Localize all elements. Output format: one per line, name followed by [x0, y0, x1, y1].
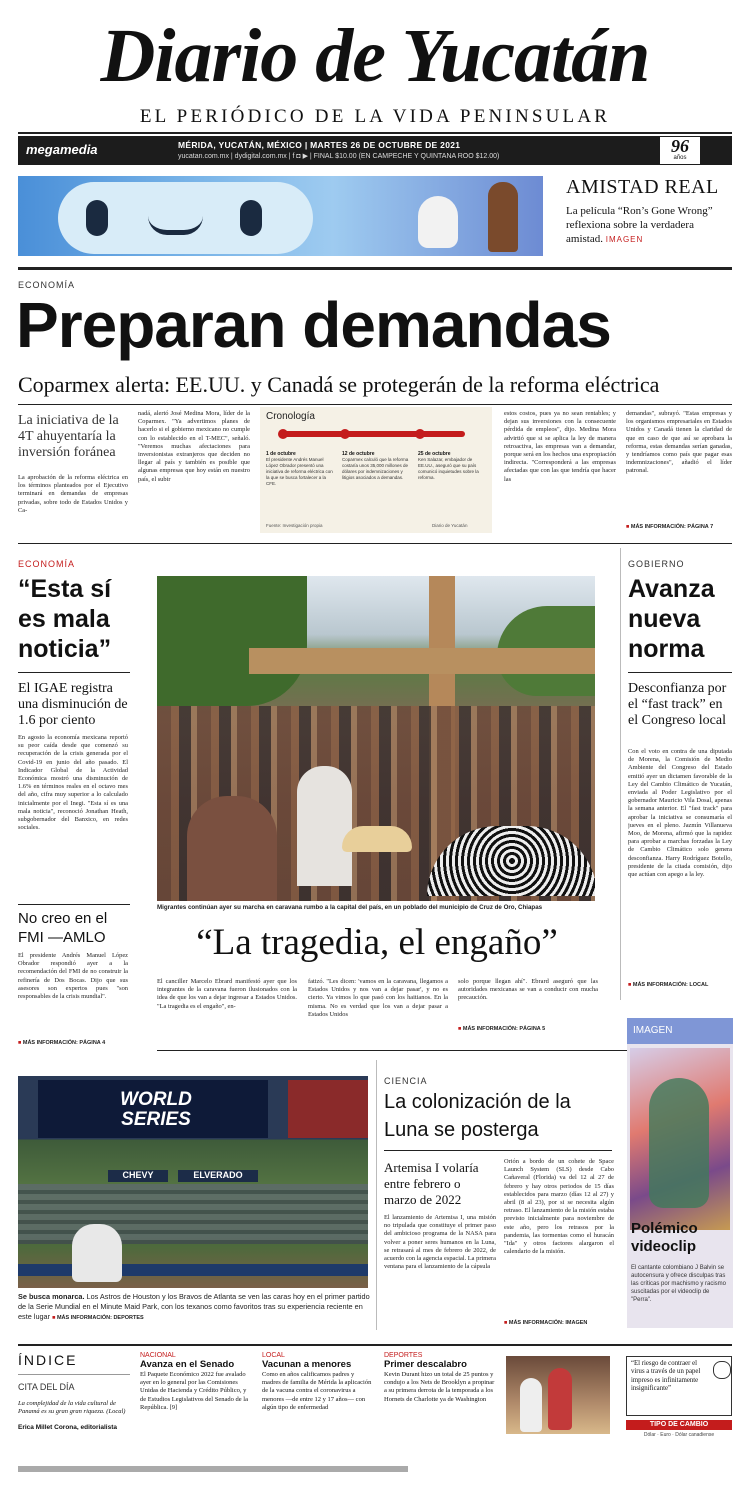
chronology-box — [260, 407, 492, 533]
left-quote[interactable]: “Esta sí es mala noticia” — [18, 575, 112, 663]
quote-label: CITA DEL DÍA — [18, 1382, 75, 1392]
tree-line — [157, 576, 307, 706]
index-title: ÍNDICE — [18, 1352, 78, 1368]
robot-eye-left — [86, 200, 108, 236]
masthead-dateline: MÉRIDA, YUCATÁN, MÉXICO | MARTES 26 DE OCTUBRE DE 2021 — [178, 140, 461, 150]
index-item-text: Como en años calificamos padres y madres de familia de Mérida la aplicación de la vacuna contra el coronavirus a menores —de entre 12 y 17 años— con algún tipo de enfermedad — [262, 1371, 372, 1411]
index-item-section: LOCAL — [262, 1352, 285, 1359]
science-headline[interactable]: La colonización de la Luna se posterga — [384, 1091, 571, 1141]
index-item-section: NACIONAL — [140, 1352, 176, 1359]
science-col1: El lanzamiento de Artemisa I, una misión no tripulada que constituye el primer paso del ambicioso programa de la NASA para volver a poner seres humanos en la Luna, se retrasará al mes de febrero de 2022, de acuerdo con la agencia espacial. La primera ventana para el lanzamiento de la cápsula — [384, 1214, 496, 1271]
center-headline[interactable]: “La tragedia, el engaño” — [196, 922, 558, 963]
lead-col1: La aprobación de la reforma eléctrica en los términos planteados por el Ejecutivo terminará en demandas de empresas privadas, sobre todo de Estados Unidos y Ca- — [18, 474, 128, 514]
left-rule-1 — [18, 672, 130, 673]
center-col1: El canciller Marcelo Ebrard manifestó ayer que los integrantes de la caravana fueron ilusionados con la idea de que los van a dejar ingresar a Estados Unidos. "La tragedia es el engaño", en- — [157, 978, 297, 1010]
chronology-event-label: 12 de octubre — [342, 451, 375, 457]
chronology-title: Cronología — [266, 411, 315, 422]
index-rule — [18, 1344, 732, 1346]
left-subhead: El IGAE registra una disminución de 1.6 por ciento — [18, 681, 128, 728]
chronology-event-text: Coparmex calculó que la reforma costaría unos 35,000 millones de dólares por indemnizaciones y litigios asociados a demandas. — [342, 457, 409, 480]
scoreboard — [288, 1080, 368, 1138]
sign-chevy: CHEVY — [108, 1170, 168, 1182]
caravan-photo[interactable] — [157, 576, 595, 901]
index-title-rule — [18, 1374, 130, 1375]
chronology-bar — [280, 431, 465, 437]
science-rule — [384, 1150, 612, 1151]
lead-more-info[interactable]: ■ MÁS INFORMACIÓN: PÁGINA 7 — [626, 524, 713, 530]
index-item-nacional[interactable] — [140, 1352, 252, 1412]
sports-more-info[interactable]: ■ MÁS INFORMACIÓN: DEPORTES — [52, 1315, 144, 1321]
right-headline[interactable]: Avanza nueva norma — [628, 575, 715, 663]
promo-tag[interactable]: IMAGEN — [605, 235, 644, 244]
straw-hat — [342, 826, 412, 852]
imagen-body: El cantante colombiano J Balvin se autocensura y ofrece disculpas tras las críticas por machismo y racismo suscitadas por el videoclip de "Perra". — [631, 1265, 727, 1303]
health-ad-icon — [713, 1361, 731, 1379]
basketball-photo[interactable] — [506, 1356, 610, 1434]
index-item-text: El Paquete Económico 2022 fue avalado ayer en lo general por las Comisiones Unidas de Hacienda y Crédito Público, y de Estudios Legislativos del Senado de la República. [9] — [140, 1371, 248, 1411]
world-series-text: WORLD SERIES — [120, 1089, 192, 1130]
lead-col2: nadá, alertó José Medina Mora, líder de la Coparmex. "Ya advertimos planes de hacerlo si el gobierno mexicano no cumple con lo establecido en el T-MEC", señaló. "Veremos muchas afectaciones para inversionistas extranjeros que deciden no llegar al país y también es posible que algunas empresas que hoy están en nuestro país, el subir — [138, 410, 250, 483]
lead-col4: demandas", subrayó. "Estas empresas y los organismos empresariales en Estados Unidos y Canadá tienen la claridad de que en caso de que así se aprobara la reforma, estas demandas serían ganadas, y tendríamos como país que pagar esas indemnizaciones", añadió el líder patronal. — [626, 410, 732, 475]
center-col2: fatizó. "Les dicen: 'vamos en la caravana, llegamos a Estados Unidos y nos van a dejar pasar', y no es cierto. Ya vimos lo que pasó con los haitianos. En la misma. No es verdad que los van a dejar pasar a Estados Unidos — [308, 978, 448, 1018]
chronology-event-text: El presidente Andrés Manuel López Obrador presentó una iniciativa de reforma eléctrica con la que se busca fortalecer a la CFE. — [266, 457, 333, 486]
sports-caption-lead: Se busca monarca. — [18, 1292, 85, 1301]
left-more-info[interactable]: ■ MÁS INFORMACIÓN: PÁGINA 4 — [18, 1040, 105, 1046]
right-more-info[interactable]: ■ MÁS INFORMACIÓN: LOCAL — [628, 982, 708, 988]
masthead-rule — [18, 132, 732, 134]
edition-number: 96 — [671, 136, 689, 156]
chronology-event-text: Ken Salazar, embajador de EE.UU., aseguró que su país comunicó inquietudes sobre la reforma. — [418, 457, 479, 480]
center-more-info[interactable]: ■ MÁS INFORMACIÓN: PÁGINA 5 — [458, 1026, 545, 1032]
imagen-headline: Polémico videoclip — [631, 1220, 698, 1255]
promo-photo[interactable] — [18, 176, 543, 256]
index-item-text: Kevin Durant hizo un total de 25 puntos y condujo a los Nets de Brooklyn a propinar a su primera derrota de la temporada a los Hornets de Charlotte ya de Washington — [384, 1371, 495, 1403]
chronology-credit: Diario de Yucatán — [432, 523, 468, 528]
robot-eye-right — [240, 200, 262, 236]
player — [72, 1224, 122, 1282]
megamedia-logo[interactable]: megamedia — [26, 142, 98, 157]
small-robot — [418, 196, 458, 248]
world-series-photo[interactable] — [18, 1076, 368, 1288]
promo-title: AMISTAD REAL — [566, 176, 719, 198]
science-more-info[interactable]: ■ MÁS INFORMACIÓN: IMAGEN — [504, 1320, 587, 1326]
lead-bottom-rule — [18, 543, 732, 544]
exchange-label[interactable]: TIPO DE CAMBIO — [626, 1420, 732, 1430]
caravan-caption: Migrantes continúan ayer su marcha en caravana rumbo a la capital del país, en un poblado del municipio de Cruz de Oro, Chiapas — [157, 904, 543, 911]
left-section: ECONOMÍA — [18, 559, 76, 569]
lead-deck: La iniciativa de la 4T ahuyentaría la inversión foránea — [18, 413, 119, 460]
edition-label: años — [673, 155, 687, 161]
migrant-man — [187, 796, 277, 901]
lead-headline[interactable]: Preparan demandas — [16, 289, 611, 361]
index-item-headline: Vacunan a menores — [262, 1359, 352, 1370]
imagen-label: IMAGEN — [627, 1018, 733, 1044]
chronology-event-2 — [342, 451, 410, 481]
index-item-headline: Avanza en el Senado — [140, 1359, 235, 1370]
sign-elverado: ELVERADO — [178, 1170, 258, 1182]
footer-bar — [18, 1466, 408, 1472]
right-section: GOBIERNO — [628, 559, 685, 569]
promo-rule — [18, 267, 732, 270]
migrant-hood — [297, 766, 352, 886]
left-rule-2 — [18, 904, 130, 905]
science-subhead: Artemisa I volaría entre febrero o marzo de 2022 — [384, 1160, 479, 1207]
exchange-sub: Dólar · Euro · Dólar canadiense — [643, 1432, 715, 1438]
health-ad-text: “El riesgo de contraer el virus a través de un papel impreso es infinitamente insignificante” — [631, 1360, 701, 1393]
imagen-figure — [649, 1078, 709, 1208]
right-subhead: Desconfianza por el “fast track” en el Congreso local — [628, 681, 727, 728]
ad-wall — [18, 1264, 368, 1276]
player-white — [520, 1378, 542, 1432]
imagen-box[interactable] — [627, 1018, 733, 1328]
chronology-dot-2 — [340, 429, 350, 439]
world-series-banner — [38, 1080, 268, 1138]
right-rule — [628, 672, 732, 673]
chronology-event-label: 25 de octubre — [418, 451, 451, 457]
masthead-tagline: EL PERIÓDICO DE LA VIDA PENINSULAR — [139, 106, 611, 127]
right-column-rule — [620, 548, 621, 1000]
masthead-web[interactable]: yucatan.com.mx | dydigital.com.mx | f ◘ ▶ | FINAL $10.00 (EN CAMPECHE Y QUINTANA ROO $12.00) — [178, 153, 500, 160]
science-col2: Orión a bordo de un cohete de Space Launch System (SLS) desde Cabo Cañaveral (Florida) va del 12 al 27 de febrero y hay otros periodos de 15 días establecidos para marzo (días 12 al 27) y abril (8 al 23), por si se necesita algún retraso. El lanzamiento de la misión estaba previsto inicialmente para noviembre de este año, pero los retrasos por la pandemia, las tormentas como el huracán "Ida" y otros factores alargaron el calendario de la misión. — [504, 1158, 614, 1256]
left-body2: El presidente Andrés Manuel López Obrador respondió ayer a la recomendación del FMI de no construir la refinería de Dos Bocas. Dijo que sus asesores son expertos pues "son responsables de la crisis mundial". — [18, 952, 128, 1001]
lead-subhead: Coparmex alerta: EE.UU. y Canadá se protegerán de la reforma eléctrica — [18, 372, 660, 397]
chronology-event-1 — [266, 451, 334, 487]
edition-badge — [660, 137, 700, 164]
index-item-headline: Primer descalabro — [384, 1359, 467, 1370]
health-ad[interactable] — [626, 1356, 732, 1416]
chronology-event-label: 1 de octubre — [266, 451, 296, 457]
cross-horizontal — [249, 648, 595, 674]
promo-text — [566, 204, 731, 247]
stands — [18, 1184, 368, 1244]
left-body: En agosto la economía mexicana reportó su peor caída desde que comenzó su recuperación de la crisis generada por el Covid-19 en junio del año pasado. El Indicador Global de la Actividad Económica mostró una disminución de 1.6% en términos reales en el octavo mes del año, cifra muy superior a lo calculado inicialmente por el Inegi. "Esta sí es una mala noticia", reconoció Jonathan Heath, subgobernador del Banxico, en redes sociales. — [18, 734, 128, 832]
right-body: Con el voto en contra de una diputada de Morena, la Comisión de Medio Ambiente del Congreso del Estado emitió ayer un dictamen favorable de la Ley del Cambio Climático de Yucatán, enviada al Poder Legislativo por el gobernador Mauricio Vila Dosal, apenas la semana anterior. El "fast track" para aprobar la iniciativa se consumaría el jueves en el pleno. Jazmín Villanueva Moo, de Morena, afirmó que la rapidez para aprobar a marchas forzadas la Ley de Cambio Climático solo genera desconfianza. Harry Rodríguez Botello, presidente de la citada comisión, dijo que actúan con apego a la ley. — [628, 748, 732, 879]
science-section: CIENCIA — [384, 1076, 428, 1086]
sports-caption-text: Los Astros de Houston y los Bravos de Atlanta se ven las caras hoy en el primer partido de la Serie Mundial en el Minute Maid Park, con los texanos como favoritos tras su experiencia reciente en este lugar — [18, 1292, 370, 1321]
lead-subhead-rule — [18, 404, 732, 405]
masthead-title: Diario de Yucatán — [100, 14, 650, 98]
chronology-source: Fuente: Investigación propia — [266, 523, 323, 528]
quote-text: La complejidad de la vida cultural de Panamá es su gran gran riqueza. (Local) — [18, 1400, 126, 1415]
lead-section: ECONOMÍA — [18, 280, 76, 290]
sports-divider — [376, 1060, 377, 1330]
index-item-local[interactable] — [262, 1352, 374, 1412]
chronology-event-3 — [418, 451, 486, 481]
left-headline2[interactable]: No creo en el FMI —AMLO — [18, 910, 108, 946]
index-item-deportes[interactable] — [384, 1352, 496, 1404]
boy-figure — [488, 182, 518, 252]
player-red — [548, 1368, 572, 1430]
lead-col3: estos costos, pues ya no sean rentables; y dejan sus inversiones con la consecuente pérdida de empleos", dijo. Medina Mora advirtió que si se aplica la ley de manera retroactiva, las empresas van a demandar, porque será en los hechos una expropiación indirecta. "Corresponderá a las empresas afectadas que con las que tendría que hacer las — [504, 410, 616, 483]
center-col3: solo porque llegan ahí". Ebrard aseguró que las autoridades mexicanas se van a conducir con mucha precaución. — [458, 978, 598, 1002]
chronology-dot-3 — [415, 429, 425, 439]
chronology-dot-1 — [278, 429, 288, 439]
promo-body: La película “Ron’s Gone Wrong” reflexiona sobre la verdadera amistad. — [566, 205, 713, 245]
quote-author: Erica Millet Corona, editorialista — [18, 1424, 117, 1431]
sports-caption — [18, 1292, 370, 1323]
index-item-section: DEPORTES — [384, 1352, 423, 1359]
